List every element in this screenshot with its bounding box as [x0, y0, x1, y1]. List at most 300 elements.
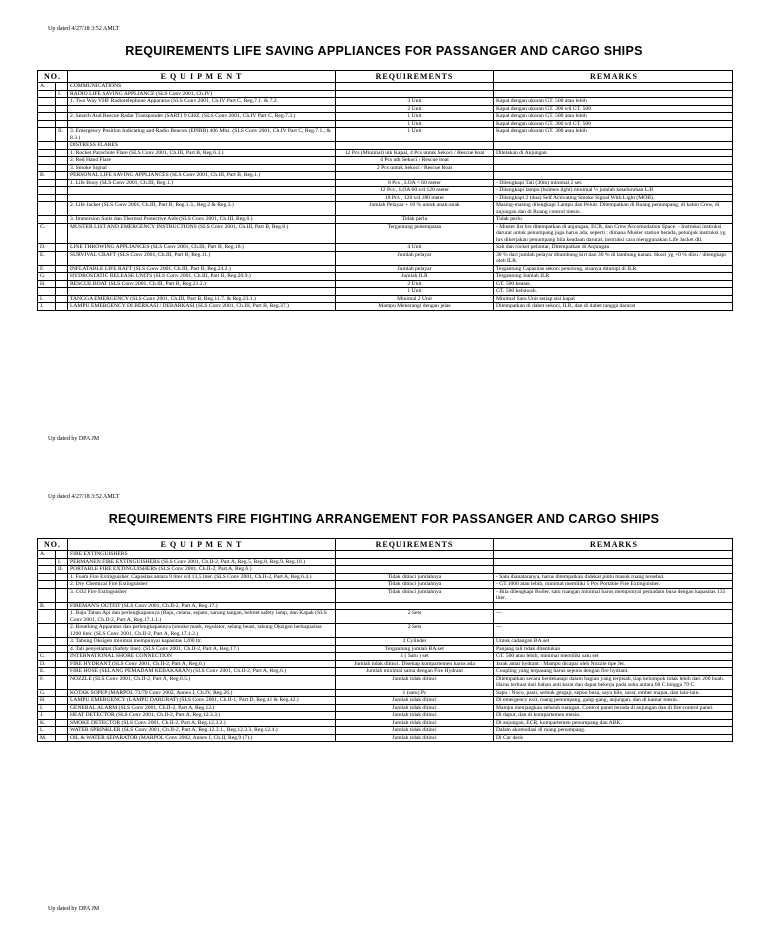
row-sub [56, 653, 68, 660]
row-requirement: Jumlah tidak ditinci [336, 720, 494, 727]
row-requirement [336, 551, 494, 558]
row-equipment [68, 187, 336, 194]
row-equipment: 1. Rocket Parachute Flare (SLS Conv 2001, Ch.III, Part B, Reg.6.3.) [68, 150, 336, 157]
row-sub [56, 187, 68, 194]
row-sub [56, 172, 68, 179]
row-requirement: 2 Cylinder [336, 638, 494, 645]
row-no [38, 150, 56, 157]
row-equipment: 4. Tali penyelamat (Safety line). (SLS Conv 2001, Ch.II-2, Part A, Reg.17.) [68, 646, 336, 653]
row-sub [56, 574, 68, 581]
row-sub [56, 603, 68, 610]
col-requirements: REQUIREMENTS [336, 539, 494, 550]
table-row [37, 194, 733, 202]
table-row [37, 149, 733, 157]
row-requirement: Jumlah pelayar [336, 266, 494, 273]
row-no [38, 574, 56, 581]
table-row [37, 660, 733, 668]
table-row [37, 243, 733, 251]
row-remark: Tergantung Capasitas sekoci penolong, sisanya ditutupi di ILR. [496, 265, 638, 272]
row-no: I. [38, 705, 56, 712]
row-sub: II. [56, 128, 68, 141]
row-no: G. [38, 273, 56, 280]
table-row [37, 265, 733, 273]
table-row [37, 90, 733, 98]
row-sub [56, 551, 68, 558]
row-no [38, 157, 56, 164]
row-equipment: 3. Immersion Suits dan Thermal Protective Aids (SLS Conv 2001, Ch.III, Reg.6.) [68, 216, 336, 223]
row-remark: - Muster list hrs ditempatkan di anjungan, ECR, dan Crew Accomodation Space. - Instruksi instruksi darurat untuk penumpang juga harus ada, seperti : dimana Muster station berada, petunjuk instruksi yg hrs dikerjakan penumpang bila keadaan darurat, instruksi cara menggunakan Life Jacket dll. [496, 223, 726, 243]
row-equipment: 3. CO2 Fire Extinguisher [68, 589, 336, 602]
row-sub [56, 266, 68, 273]
table-row [37, 251, 733, 265]
row-no: E. [38, 252, 56, 265]
table-row [37, 726, 733, 734]
row-sub [56, 195, 68, 202]
row-sub [56, 142, 68, 149]
row-remark: Tergantung Jumlah ILR [496, 273, 550, 279]
table-row [37, 112, 733, 120]
requirements-table [37, 538, 733, 742]
table-row [37, 623, 733, 637]
table-row [37, 602, 733, 610]
row-remark: Kapal dengan ukuran GT. 500 atau lebih [496, 98, 587, 104]
row-no [38, 180, 56, 187]
row-no: L. [38, 727, 56, 734]
row-requirement: 4 Unit [336, 244, 494, 251]
update-stamp-bottom: Up dated by DPA JM [48, 436, 100, 442]
row-equipment: 3. Smoke Signal [68, 165, 336, 172]
table-row [37, 588, 733, 602]
table-row [37, 302, 733, 311]
row-no: A. [38, 83, 56, 90]
row-requirement: 4 Pcs utk Sekoci / Rescue boat [336, 157, 494, 164]
row-sub [56, 624, 68, 637]
row-equipment: 2. Breathing Apparatus dan perlengkapannya (smoke mask, regulator, selang beast, tabung Oksigen berkapasitas 1200 liter. (SLS Conv 2001, Ch.II-2, Part A, Reg.17.1.2.) [68, 624, 336, 637]
row-requirement: Minimal 2 Unit [336, 296, 494, 303]
row-no: F. [38, 266, 56, 273]
row-remark: 30 % dari jumlah pelayar ditambung kiri dan 30 % di lambung kanan. Skoci yg +0 % diisi / dilengkapi oleh ILR. [496, 251, 726, 264]
row-remark: Untuk cadangan BA.set [496, 638, 550, 644]
row-equipment: 2. Life Jacket (SLS Conv 2001, Ch.III, Part B, Reg.1.3., Reg.2 & Reg.3.) [68, 202, 336, 215]
table-row [37, 164, 733, 172]
update-stamp-bottom: Up dated by DPA JM [48, 906, 100, 912]
row-remark: Mampu menjangkau seluruh ruangan. Control panel berada di anjungan dan di fire control panel. [496, 704, 714, 711]
table-row [37, 171, 733, 179]
table-row [37, 287, 733, 295]
row-requirement: Jumlah tidak ditinci [336, 697, 494, 704]
row-equipment: PORTABLE FIRE EXTINGUISHERS (SLS Conv 2001, Ch.II-2, Part A, Reg.6.) [68, 566, 336, 573]
row-remark [494, 559, 734, 566]
row-no [38, 142, 56, 149]
row-equipment: WATER SPRINKLER (SLS Conv 2001, Ch.II-2, Part A, Reg.12.3.1., Reg.12.3.3, Reg.12.4.) [68, 727, 336, 734]
table-row [37, 280, 733, 288]
row-sub [56, 165, 68, 172]
row-remark [494, 551, 734, 558]
row-no [38, 128, 56, 141]
table-row [37, 558, 733, 566]
row-requirement [336, 566, 494, 573]
row-no [38, 638, 56, 645]
row-equipment: TANGGA EMERGENCY (SLS Conv 2001, Ch.III, Part B, Reg.11.7. & Reg.23.1.) [68, 296, 336, 303]
table-row [37, 82, 733, 90]
table-row [37, 550, 733, 558]
row-requirement: 1 Unit [336, 128, 494, 141]
row-remark: GT. 500 keatas. [496, 280, 532, 287]
col-remarks: REMARKS [590, 540, 638, 549]
row-no [38, 216, 56, 223]
table-row [37, 215, 733, 223]
row-no: A. [38, 551, 56, 558]
row-no: C. [38, 224, 56, 244]
row-requirement: Mampu Menerangi dengan jelas [336, 303, 494, 310]
col-equipment: E Q U I P M E N T [68, 539, 336, 550]
row-requirement: 3 Unit [336, 98, 494, 105]
table-row [37, 97, 733, 105]
row-sub [56, 202, 68, 215]
row-no: D. [38, 661, 56, 668]
row-remark: - GT.1000 atau lebih, minimal memiliki 5 Pcs Portable Fire Extinguisher. [496, 581, 661, 587]
row-no [38, 610, 56, 623]
row-sub [56, 589, 68, 602]
col-no: NO. [38, 71, 68, 82]
row-requirement: 2 Pcs untuk Sekoci / Rescue Boat [336, 165, 494, 172]
row-remark: Tidak perlu [496, 216, 522, 222]
row-requirement: Tidak ditinci jumlahnya [336, 574, 494, 581]
row-no [38, 106, 56, 113]
row-sub [56, 252, 68, 265]
row-equipment: RESCUE BOAT (SLS Conv 2001, Ch.III, Part B, Reg.21.2.) [68, 281, 336, 288]
row-equipment: 1. Life Buoy (SLS Conv 2001, Ch.III, Reg.1.) [68, 180, 336, 187]
row-equipment: FIRE HYDRANT (SLS Conv 2001, Ch.II-2, Part A, Reg.6.) [68, 661, 336, 668]
row-requirement: Jumlah ILR [336, 273, 494, 280]
table-row [37, 637, 733, 645]
row-remark: Coupling yang terpasang harus sejenis dengan fire hydrant. [496, 668, 629, 674]
row-requirement: 1 Unit [336, 121, 494, 128]
row-requirement: Tidak ditinci jumlahnya [336, 581, 494, 588]
row-equipment: 2. Search And Rescue Radar Transponder (SART) 9 GHZ. (SLS Conv 2001, Ch.IV Part C, Reg.7.3.) [68, 113, 336, 120]
row-requirement: Jumlah tidak ditinci [336, 735, 494, 742]
table-row [37, 295, 733, 303]
row-remark: GT. 500 kebawah. [496, 288, 537, 294]
row-sub [56, 697, 68, 704]
row-remark: Sah dan rocket pelontar, Ditempatkan di Anjungan. [496, 244, 611, 250]
row-sub: I. [56, 559, 68, 566]
row-requirement: 18 Pcs , 120 s/d 180 meter [336, 195, 494, 202]
row-remark: Masing-masing dilengkapi Lampu dan Peluit. Ditempatkan di Ruang penumpang, di kabin Crew, di anjungan dan di Ruang control mesin. [496, 202, 720, 215]
col-no: NO. [38, 539, 68, 550]
table-row [37, 696, 733, 704]
table-row [37, 675, 733, 689]
row-remark [494, 142, 734, 149]
row-equipment: PERMANEN FIRE EXTINGUISHERS (SLS Conv 2001, Ch.II-2, Part A, Reg.5, Reg.8, Reg.9, Reg.10.) [68, 559, 336, 566]
row-equipment: INTERNATIONAL SHORE CONNECTION [68, 653, 336, 660]
row-requirement [336, 603, 494, 610]
row-remark: Di Car deck [496, 734, 524, 741]
row-sub [56, 676, 68, 689]
row-requirement: 12 Pcs (Minimal) utk Kapal, 4 Pcs untuk Sekoci / Rescue boat [336, 150, 494, 157]
row-sub [56, 646, 68, 653]
row-equipment: LINE THROWING APPLIANCES (SLS Conv 2001, Ch.III, Part B, Reg.18.) [68, 244, 336, 251]
row-sub [56, 610, 68, 623]
row-no [38, 91, 56, 98]
row-no: B. [38, 172, 56, 179]
row-no: K. [38, 720, 56, 727]
row-no: D. [38, 244, 56, 251]
row-no: H. [38, 697, 56, 704]
table-row [37, 127, 733, 141]
row-equipment: FIRE HOSE (SELANG PEMADAM KEBAKARAN) (SLS Conv 2001, Ch.II-2, Part A, Reg.6.) [68, 668, 336, 675]
row-remark: Ditetakan di Anjungan [496, 149, 547, 156]
row-remark: Di anjungan, ECR, kompartemen penumpang dan ABK. [496, 719, 622, 726]
row-sub [56, 224, 68, 244]
row-requirement: Tidak ditinci jumlahnya [336, 589, 494, 602]
table-row [37, 704, 733, 712]
requirements-table [37, 70, 733, 311]
table-row [37, 223, 733, 244]
row-requirement [336, 83, 494, 90]
row-remark: Ditempatkan di dabet sekoci, ILR, dan di dabet tangga darurat [496, 303, 636, 309]
row-no: H. [38, 281, 56, 288]
row-remark [494, 165, 734, 172]
row-requirement: Jumlah tidak ditinci [336, 705, 494, 712]
row-no [38, 589, 56, 602]
row-requirement [336, 172, 494, 179]
row-no [38, 187, 56, 194]
row-no [38, 624, 56, 637]
row-equipment: NOZZLE (SLS Conv 2001, Ch.II-2, Part A, Reg.6.5.) [68, 676, 336, 689]
row-sub [56, 281, 68, 288]
row-equipment: GENERAL ALARM (SLS Conv 2001, Ch.II-2, Part A, Reg.12.) [68, 705, 336, 712]
row-remark: - Satu dianataranya, harus ditempatkan didekat pintu masuk ruang tersebut. [496, 573, 665, 580]
row-remark: Kapal dengan ukuran GT. 300 s/d GT. 500 [496, 120, 592, 127]
row-equipment: LAMPU EMERGENCY (LAMPU DARURAT) (SLS Conv 2001, Ch.II-1, Part D, Reg.41 & Reg.42.) [68, 697, 336, 704]
row-sub [56, 668, 68, 675]
row-equipment: PERSONAL LIFE SAVING APPLIANCES (SLS Conv 2001, Ch.III, Part B, Reg.1.) [68, 172, 336, 179]
row-equipment: LAMPU EMERGENCY DI BERKASI / DEBARKASI (SLS Conv 2001, Ch.III, Part B, Reg.37.) [68, 303, 336, 310]
row-no: J. [38, 712, 56, 719]
row-sub [56, 727, 68, 734]
row-requirement: Jumlah tidak ditinci. Disetiap kompartemen harus ada [336, 661, 494, 668]
table-row [37, 120, 733, 128]
row-no [38, 646, 56, 653]
row-remark: GT. 500 atau lebih, minimal memiliki satu set [496, 653, 599, 659]
row-requirement: Tidak perlu [336, 216, 494, 223]
row-remark: Ditempatkan secara berdekatapi dalam bagian yang terpisah, tiap kelompok tidak lebih dari 200 buah. Harus terbuat dari bahan anti karat dan dapat bekerja pada suhu antara 68 C hingga 79 C. [496, 675, 725, 688]
row-remark: --- [496, 610, 502, 616]
row-no [38, 195, 56, 202]
row-remark [494, 172, 734, 179]
table-row [37, 667, 733, 675]
row-remark: Panjang tali tidak ditentukan [496, 645, 561, 652]
row-remark [494, 566, 734, 573]
row-sub [56, 661, 68, 668]
table-row [37, 156, 733, 164]
col-equipment: E Q U I P M E N T [68, 71, 336, 82]
row-equipment [68, 288, 336, 295]
row-no [38, 113, 56, 120]
row-sub [56, 273, 68, 280]
row-no [38, 98, 56, 105]
row-equipment: SMOKE DETECTOR (SLS Conv 2001, Ch.II-2, Part A, Reg.12.3.2.) [68, 720, 336, 727]
row-equipment: OIL & WATER SEPARATOR (MARPOL Conv 2002, Annex I, Ch.II, Reg.9 (7).) [68, 735, 336, 742]
row-sub [56, 303, 68, 310]
row-requirement: 2 Unit [336, 106, 494, 113]
row-equipment [68, 195, 336, 202]
row-no: B. [38, 603, 56, 610]
row-requirement: 1 Unit [336, 288, 494, 295]
row-requirement: 2 Unit [336, 281, 494, 288]
row-equipment: FIREMAN'S OUTFIT (SLS Conv 2001, Ch.II-2, Part A, Reg.17.) [68, 603, 336, 610]
row-no: M. [38, 735, 56, 742]
row-sub [56, 216, 68, 223]
row-requirement: 1 (satu) Pc [336, 690, 494, 697]
row-equipment: FIRE EXTINGUISHERS [68, 551, 336, 558]
row-no [38, 165, 56, 172]
row-remark: - Dilengkapi 2 (dua) Self Activating Smoke Signal With Light (MOB). [496, 194, 655, 201]
row-equipment: DISTRESS FLARES [68, 142, 336, 149]
row-equipment: HYDROSTATIC RELEASE UNITS (SLS Conv 2001, Ch.III, Part B, Reg.20.9.) [68, 273, 336, 280]
table-row [37, 272, 733, 280]
row-remark: Minimal Satu Unit setiap sisi kapal [496, 295, 575, 302]
row-remark [494, 603, 734, 610]
row-sub [56, 288, 68, 295]
table-header [37, 538, 733, 550]
table-row [37, 711, 733, 719]
row-remark: - Dilengkapi lampu (holmes light) minimal ½ jumlah keseluruhan L/B [496, 187, 654, 193]
row-sub [56, 98, 68, 105]
row-equipment: 1. Two Way VHF Radiotelephone Apparatus (SLS Conv 2001, Ch.IV Part C, Reg.7.1. & 7.2. [68, 98, 336, 105]
table-row [37, 580, 733, 588]
table-row [37, 179, 733, 187]
row-sub [56, 581, 68, 588]
table-row [37, 719, 733, 727]
row-requirement [336, 91, 494, 98]
row-sub [56, 113, 68, 120]
row-requirement: 1 ( Satu ) set [336, 653, 494, 660]
row-requirement: 12 Pcs , LOA 60 s/d 120 meter [336, 187, 494, 194]
row-requirement [336, 142, 494, 149]
row-requirement: Jumlah minimal sama dengan Fire Hydrant [336, 668, 494, 675]
row-requirement: 1 Unit [336, 113, 494, 120]
table-row [37, 141, 733, 149]
row-requirement: 8 Pcs , LOA < 60 meter [336, 180, 494, 187]
row-remark: --- [496, 624, 502, 630]
row-equipment: 2. Dry Chemical Fire Extinguisher [68, 581, 336, 588]
row-no: I. [38, 296, 56, 303]
row-requirement: Jumlah tidak ditinci [336, 712, 494, 719]
row-no [38, 559, 56, 566]
table-row [37, 573, 733, 581]
row-equipment: 3. Tabung Oksigen minimal mempunyai kapasitas 1200 ltr. [68, 638, 336, 645]
row-equipment [68, 121, 336, 128]
row-requirement: Tergantung penempatan [336, 224, 494, 244]
row-sub [56, 690, 68, 697]
row-remark: - Bila dilengkapi Boiler, satu ruangan minimal harus mempunyai pemadam busa dengan kapasitas 135 liter. [496, 588, 726, 601]
row-sub [56, 720, 68, 727]
row-equipment: HEAT DETECTOR (SLS Conv 2001, Ch.II-2, Part A, Reg.12.3.3.) [68, 712, 336, 719]
row-requirement: 2 Sets [336, 610, 494, 623]
row-sub [56, 150, 68, 157]
table-row [37, 186, 733, 194]
row-no [38, 581, 56, 588]
row-remark: Di dapur, dan di kompartemen mesin. [496, 712, 581, 718]
row-no: C. [38, 653, 56, 660]
col-remarks: REMARKS [590, 72, 638, 81]
row-equipment: COMMUNICATIONS [68, 83, 336, 90]
table-row [37, 734, 733, 743]
row-requirement [336, 559, 494, 566]
row-sub [56, 157, 68, 164]
row-remark [494, 157, 734, 164]
row-no [38, 121, 56, 128]
row-sub [56, 296, 68, 303]
row-sub [56, 638, 68, 645]
row-remark: Jarak antar hydrant : Mampu dicapai oleh Nozzle tipe Jet. [496, 660, 626, 667]
row-no: G. [38, 690, 56, 697]
row-sub [56, 705, 68, 712]
row-requirement: Jumlah tidak ditinci [336, 676, 494, 689]
row-remark: Kapal dengan ukuran GT. 300 s/d GT. 500 [496, 105, 592, 112]
row-remark: Di emergency exit, ruang penumpang, gang-gang, anjungan, dan di kamar mesin. [496, 697, 679, 703]
row-equipment: SURVIVAL CRAFT (SLS Conv 2001, Ch.III, Part B, Reg.11.) [68, 252, 336, 265]
row-sub: I. [56, 91, 68, 98]
row-equipment: MUSTER LIST AND EMERGENCY INSTRUCTIONS (SLS Conv 2001, Ch.III, Part B, Reg.8.) [68, 224, 336, 244]
row-no [38, 288, 56, 295]
table-header [37, 70, 733, 82]
row-sub [56, 712, 68, 719]
row-equipment: 1. Baju Tahan Api dan perlengkapannya (Baju, celana, sepatu, sarung tangan, helmet safety lamp, dan Kapak (SLS Conv 2001, Ch.II-2, Part A, Reg.17.1.1.) [68, 610, 336, 623]
table-row [37, 689, 733, 697]
row-sub: II. [56, 566, 68, 573]
table-row [37, 609, 733, 623]
row-requirement: Tergantung jumlah BA.set [336, 646, 494, 653]
row-sub [56, 121, 68, 128]
row-requirement: Jumlah tidak ditinci [336, 727, 494, 734]
table-row [37, 105, 733, 113]
row-equipment: 2. Red Hand Flare [68, 157, 336, 164]
table-row [37, 201, 733, 215]
update-stamp-top: Up dated 4/27/18 3:52 AMLT [48, 494, 120, 500]
row-equipment: 1. Foam Fire Extinguisher. Capasitas antara 9 liter s/d 13,5 liter. (SLS Conv 2001, Ch.II-2, Part A, Reg.6.4.) [68, 574, 336, 581]
table-row [37, 565, 733, 573]
row-sub [56, 244, 68, 251]
row-remark [494, 83, 734, 90]
page-title: REQUIREMENTS FIRE FIGHTING ARRANGEMENT FOR PASSANGER AND CARGO SHIPS [108, 512, 660, 526]
row-no: F. [38, 676, 56, 689]
row-requirement: 2 Sets [336, 624, 494, 637]
row-equipment [68, 106, 336, 113]
row-no [38, 566, 56, 573]
row-requirement: Jumlah pelayar [336, 252, 494, 265]
row-sub [56, 106, 68, 113]
row-remark: Kapal dengan ukuran GT. 300 atau lebih [496, 128, 587, 134]
row-remark [494, 91, 734, 98]
row-remark: - Dilengkapi Tali (30m) minimal 2 set. [496, 179, 583, 186]
row-sub [56, 735, 68, 742]
page-title: REQUIREMENTS LIFE SAVING APPLIANCES FOR PASSANGER AND CARGO SHIPS [125, 44, 643, 58]
table-row [37, 652, 733, 660]
row-equipment: INFLATABLE LIFE RAFT (SLS Conv 2001, Ch.III, Part B, Reg.24.2.) [68, 266, 336, 273]
row-remark: Kapal dengan ukuran GT. 500 atau lebih [496, 113, 587, 119]
table-row [37, 645, 733, 653]
row-remark: Sapu : Noco, pasir, serbuk gergaji, sepon busa, sayu bile, sarat, ember majun, dan lain-lain. [496, 689, 700, 696]
row-remark: Dalam akomodasi di ruang penumpang. [496, 727, 586, 733]
update-stamp-top: Up dated 4/27/18 3:52 AMLT [48, 26, 120, 32]
row-equipment: 3. Emergency Position Indicating and Radio Beacon (EPIRB) 406 Mhz. (SLS Conv 2001, Ch.IV Part C, Reg.7.1., & 8.3.) [68, 128, 336, 141]
row-no: J. [38, 303, 56, 310]
row-requirement: Jumlah Pelayar + 10 % untuk anak-anak [336, 202, 494, 215]
row-no [38, 202, 56, 215]
